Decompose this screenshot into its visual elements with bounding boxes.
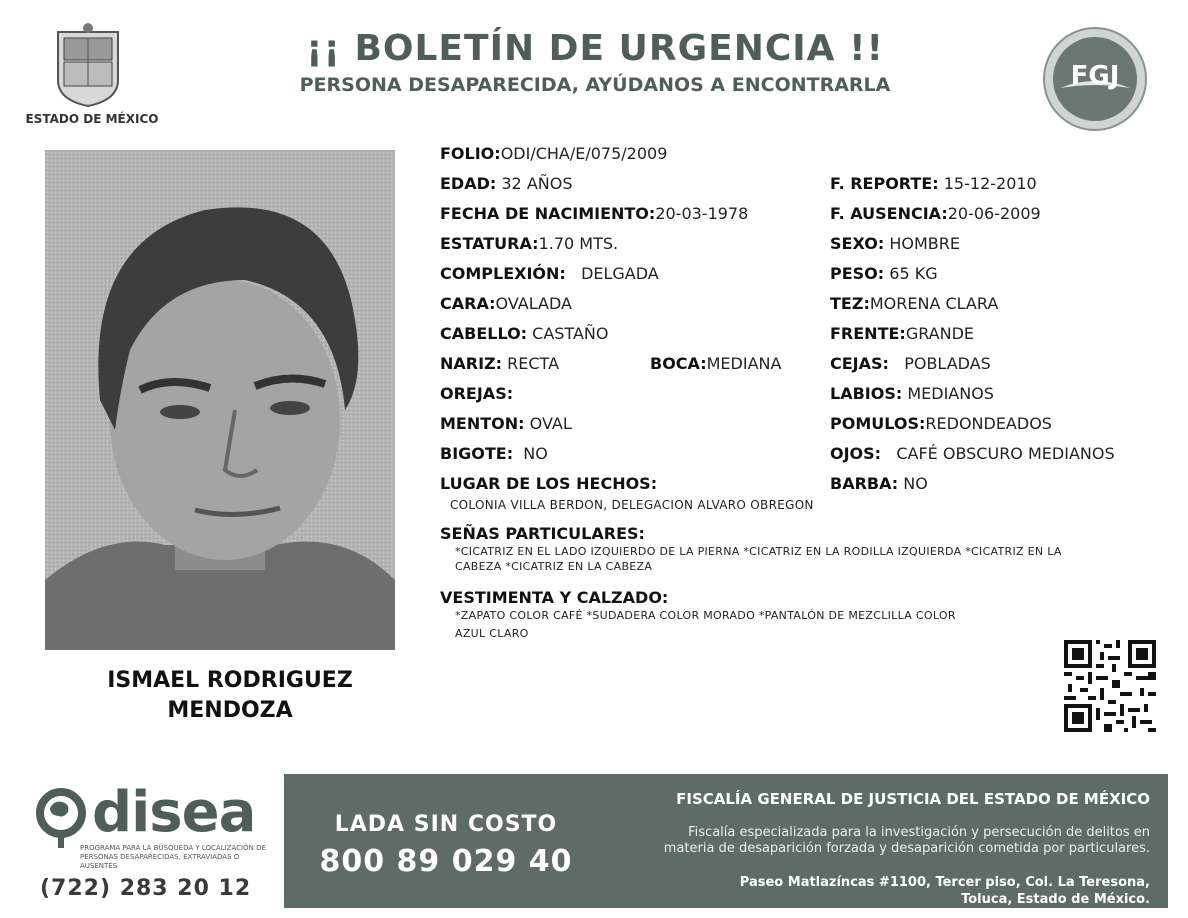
field-complexion	[440, 264, 659, 284]
field-label: LABIOS:	[830, 384, 903, 403]
vestimenta-line2: AZUL CLARO	[455, 627, 529, 640]
field-value: 65 KG	[889, 264, 938, 283]
field-cabello	[440, 324, 608, 344]
field-label: OJOS:	[830, 444, 882, 463]
field-label: FOLIO:	[440, 144, 501, 163]
field-label: CEJAS:	[830, 354, 889, 373]
field-value: 32 AÑOS	[501, 174, 573, 193]
field-value: REDONDEADOS	[925, 414, 1052, 433]
field-tez	[830, 294, 998, 314]
field-value: MORENA CLARA	[869, 294, 999, 313]
fiscalia-address-line2: Toluca, Estado de México.	[961, 892, 1150, 907]
field-label: BOCA:	[650, 354, 707, 373]
field-label: TEZ:	[830, 294, 870, 313]
fiscalia-description-line1: Fiscalía especializada para la investigación y persecución de delitos en	[688, 825, 1150, 840]
field-value: NO	[903, 474, 928, 493]
fgj-logo-text: FGJ	[1070, 61, 1120, 91]
field-label: POMULOS:	[830, 414, 926, 433]
field-value: GRANDE	[905, 324, 975, 343]
field-label: F. AUSENCIA:	[830, 204, 948, 223]
field-value: MEDIANA	[706, 354, 782, 373]
senas-line1: *CICATRIZ EN EL LADO IZQUIERDO DE LA PIERNA *CICATRIZ EN LA RODILLA IZQUIERDA *CICATRIZ EN LA	[455, 545, 1062, 558]
fiscalia-address-line1: Paseo Matlazíncas #1100, Tercer piso, Col. La Teresona,	[739, 875, 1150, 890]
field-label: BIGOTE:	[440, 444, 514, 463]
field-frente	[830, 324, 974, 344]
field-label: LUGAR DE LOS HECHOS:	[440, 474, 658, 493]
field-label: BARBA:	[830, 474, 899, 493]
vestimenta-line1: *ZAPATO COLOR CAFÉ *SUDADERA COLOR MORADO *PANTALÓN DE MEZCLILLA COLOR	[455, 609, 956, 622]
field-label: ESTATURA:	[440, 234, 539, 253]
odisea-program-description: PROGRAMA PARA LA BÚSQUEDA Y LOCALIZACIÓN DE PERSONAS DESAPARECIDAS, EXTRAVIADAS O AUSENTES	[80, 844, 266, 870]
lada-phone-number[interactable]: 800 89 029 40	[319, 844, 573, 879]
field-label: EDAD:	[440, 174, 497, 193]
field-value: 1.70 MTS.	[538, 234, 619, 253]
field-value: 15-12-2010	[943, 174, 1037, 193]
field-menton	[440, 414, 572, 434]
field-lugar-hechos-value: COLONIA VILLA BERDON, DELEGACION ALVARO OBREGON	[450, 498, 814, 512]
page-title: ¡¡ BOLETÍN DE URGENCIA !!	[306, 28, 884, 69]
field-label: CABELLO:	[440, 324, 528, 343]
field-f-reporte	[830, 174, 1037, 194]
field-pomulos	[830, 414, 1052, 434]
field-bigote	[440, 444, 548, 464]
field-label: FRENTE:	[830, 324, 906, 343]
field-value: ODI/CHA/E/075/2009	[500, 144, 668, 163]
field-label: OREJAS:	[440, 384, 514, 403]
field-sexo	[830, 234, 960, 254]
field-value: RECTA	[507, 354, 560, 373]
field-labios	[830, 384, 994, 404]
person-name	[45, 666, 415, 726]
field-value: CASTAÑO	[532, 324, 609, 343]
field-value: CAFÉ OBSCURO MEDIANOS	[896, 444, 1115, 463]
lada-label: LADA SIN COSTO	[334, 812, 558, 837]
field-value: HOMBRE	[889, 234, 960, 253]
field-f-ausencia	[830, 204, 1041, 224]
field-cejas	[830, 354, 991, 374]
field-value: NO	[523, 444, 548, 463]
field-cara	[440, 294, 572, 314]
field-label: CARA:	[440, 294, 496, 313]
state-label: ESTADO DE MÉXICO	[25, 112, 159, 126]
field-value: MEDIANOS	[907, 384, 994, 403]
field-ojos	[830, 444, 1115, 464]
field-estatura	[440, 234, 618, 254]
odisea-wordmark: disea	[92, 780, 256, 845]
field-edad	[440, 174, 572, 194]
person-name-line2: MENDOZA	[167, 698, 293, 723]
fiscalia-description	[600, 825, 1150, 857]
field-label: MENTON:	[440, 414, 525, 433]
field-label: PESO:	[830, 264, 885, 283]
fgj-logo-icon	[1042, 26, 1148, 132]
field-value: 20-06-2009	[947, 204, 1041, 223]
fiscalia-description-line2: materia de desaparición forzada y desaparición cometida por particulares.	[663, 841, 1150, 856]
missing-person-photo	[45, 150, 395, 650]
field-lugar-hechos	[440, 474, 657, 494]
field-label: NARIZ:	[440, 354, 503, 373]
field-value: DELGADA	[581, 264, 659, 283]
field-peso	[830, 264, 938, 284]
senas-label: SEÑAS PARTICULARES:	[440, 524, 645, 543]
fiscalia-title: FISCALÍA GENERAL DE JUSTICIA DEL ESTADO DE MÉXICO	[676, 790, 1150, 808]
edomex-seal-icon	[50, 22, 126, 108]
qr-code-icon[interactable]	[1064, 640, 1156, 732]
fiscalia-address	[600, 874, 1150, 908]
field-value: 20-03-1978	[655, 204, 749, 223]
field-folio	[440, 144, 667, 164]
field-value: OVALADA	[495, 294, 572, 313]
page-subtitle: PERSONA DESAPARECIDA, AYÚDANOS A ENCONTRARLA	[299, 74, 891, 96]
senas-line2: CABEZA *CICATRIZ EN LA CABEZA	[455, 560, 653, 573]
field-nariz	[440, 354, 559, 374]
field-label: SEXO:	[830, 234, 885, 253]
field-value: POBLADAS	[904, 354, 991, 373]
field-fecha-nacimiento	[440, 204, 748, 224]
field-value: OVAL	[529, 414, 572, 433]
field-boca	[650, 354, 781, 374]
vestimenta-label: VESTIMENTA Y CALZADO:	[440, 588, 669, 607]
odisea-logo-icon	[36, 788, 86, 850]
field-barba	[830, 474, 928, 494]
field-label: F. REPORTE:	[830, 174, 939, 193]
person-name-line1: ISMAEL RODRIGUEZ	[107, 668, 353, 693]
odisea-phone[interactable]: (722) 283 20 12	[40, 876, 252, 901]
field-label: COMPLEXIÓN:	[440, 264, 566, 283]
field-orejas	[440, 384, 513, 404]
field-label: FECHA DE NACIMIENTO:	[440, 204, 656, 223]
